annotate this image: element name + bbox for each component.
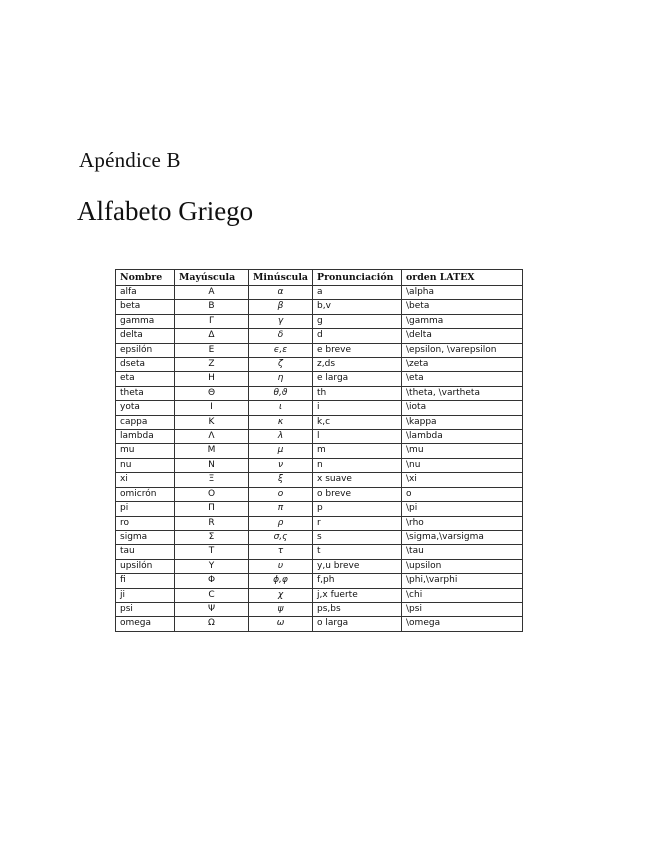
- cell-pronunciation: j,x fuerte: [313, 588, 402, 602]
- cell-name: sigma: [116, 530, 175, 544]
- cell-name: fi: [116, 574, 175, 588]
- cell-pronunciation: ps,bs: [313, 602, 402, 616]
- cell-latex-command: \psi: [402, 602, 523, 616]
- table-row: [116, 314, 523, 328]
- cell-name: theta: [116, 386, 175, 400]
- cell-uppercase: Ψ: [175, 602, 249, 616]
- cell-name: psi: [116, 602, 175, 616]
- cell-lowercase: σ,ς: [249, 530, 313, 544]
- cell-latex-command: \xi: [402, 473, 523, 487]
- cell-name: delta: [116, 329, 175, 343]
- cell-name: mu: [116, 444, 175, 458]
- cell-uppercase: Φ: [175, 574, 249, 588]
- cell-latex-command: \gamma: [402, 314, 523, 328]
- cell-lowercase: κ: [249, 415, 313, 429]
- cell-uppercase: Σ: [175, 530, 249, 544]
- cell-name: upsilón: [116, 559, 175, 573]
- cell-uppercase: O: [175, 487, 249, 501]
- cell-uppercase: K: [175, 415, 249, 429]
- table-row: [116, 530, 523, 544]
- cell-lowercase: γ: [249, 314, 313, 328]
- cell-pronunciation: b,v: [313, 300, 402, 314]
- cell-latex-command: \pi: [402, 502, 523, 516]
- cell-uppercase: A: [175, 286, 249, 300]
- cell-uppercase: Γ: [175, 314, 249, 328]
- table-row: [116, 559, 523, 573]
- table-row: [116, 415, 523, 429]
- cell-latex-command: \nu: [402, 458, 523, 472]
- cell-latex-command: \sigma,\varsigma: [402, 530, 523, 544]
- cell-latex-command: \mu: [402, 444, 523, 458]
- cell-name: omicrón: [116, 487, 175, 501]
- header-pronunciation: Pronunciación: [313, 270, 402, 286]
- cell-name: omega: [116, 617, 175, 631]
- cell-name: gamma: [116, 314, 175, 328]
- cell-uppercase: Π: [175, 502, 249, 516]
- header-latex-command: orden LATEX: [402, 270, 523, 286]
- cell-lowercase: μ: [249, 444, 313, 458]
- cell-uppercase: Υ: [175, 559, 249, 573]
- cell-name: eta: [116, 372, 175, 386]
- cell-latex-command: \tau: [402, 545, 523, 559]
- cell-uppercase: E: [175, 343, 249, 357]
- cell-pronunciation: e larga: [313, 372, 402, 386]
- cell-pronunciation: e breve: [313, 343, 402, 357]
- cell-name: cappa: [116, 415, 175, 429]
- cell-uppercase: B: [175, 300, 249, 314]
- cell-lowercase: ι: [249, 401, 313, 415]
- cell-latex-command: \phi,\varphi: [402, 574, 523, 588]
- cell-uppercase: I: [175, 401, 249, 415]
- cell-lowercase: ρ: [249, 516, 313, 530]
- cell-pronunciation: p: [313, 502, 402, 516]
- cell-name: pi: [116, 502, 175, 516]
- cell-name: ji: [116, 588, 175, 602]
- greek-alphabet-table: [115, 269, 523, 632]
- cell-latex-command: \rho: [402, 516, 523, 530]
- cell-latex-command: \omega: [402, 617, 523, 631]
- table-row: [116, 473, 523, 487]
- table-row: [116, 617, 523, 631]
- cell-uppercase: H: [175, 372, 249, 386]
- table-row: [116, 343, 523, 357]
- cell-uppercase: Δ: [175, 329, 249, 343]
- cell-pronunciation: l: [313, 430, 402, 444]
- cell-pronunciation: s: [313, 530, 402, 544]
- cell-lowercase: λ: [249, 430, 313, 444]
- cell-name: alfa: [116, 286, 175, 300]
- cell-uppercase: T: [175, 545, 249, 559]
- cell-lowercase: χ: [249, 588, 313, 602]
- chapter-title: Alfabeto Griego: [77, 196, 254, 226]
- cell-pronunciation: x suave: [313, 473, 402, 487]
- table-row: [116, 300, 523, 314]
- cell-name: nu: [116, 458, 175, 472]
- cell-lowercase: ω: [249, 617, 313, 631]
- cell-name: tau: [116, 545, 175, 559]
- cell-latex-command: \delta: [402, 329, 523, 343]
- cell-latex-command: o: [402, 487, 523, 501]
- cell-latex-command: \zeta: [402, 358, 523, 372]
- cell-latex-command: \epsilon, \varepsilon: [402, 343, 523, 357]
- table-row: [116, 574, 523, 588]
- table-row: [116, 372, 523, 386]
- cell-pronunciation: o larga: [313, 617, 402, 631]
- table-row: [116, 502, 523, 516]
- cell-pronunciation: y,u breve: [313, 559, 402, 573]
- table-row: [116, 430, 523, 444]
- cell-latex-command: \iota: [402, 401, 523, 415]
- cell-pronunciation: r: [313, 516, 402, 530]
- table-row: [116, 358, 523, 372]
- cell-pronunciation: n: [313, 458, 402, 472]
- cell-lowercase: ζ: [249, 358, 313, 372]
- cell-name: yota: [116, 401, 175, 415]
- cell-lowercase: ϕ,φ: [249, 574, 313, 588]
- cell-pronunciation: m: [313, 444, 402, 458]
- header-lower: Minúscula: [249, 270, 313, 286]
- cell-latex-command: \kappa: [402, 415, 523, 429]
- cell-pronunciation: k,c: [313, 415, 402, 429]
- cell-uppercase: Ξ: [175, 473, 249, 487]
- header-upper: Mayúscula: [175, 270, 249, 286]
- cell-latex-command: \chi: [402, 588, 523, 602]
- cell-lowercase: o: [249, 487, 313, 501]
- cell-name: ro: [116, 516, 175, 530]
- table-header-row: [116, 270, 523, 286]
- cell-latex-command: \beta: [402, 300, 523, 314]
- cell-pronunciation: o breve: [313, 487, 402, 501]
- table-row: [116, 401, 523, 415]
- cell-uppercase: Λ: [175, 430, 249, 444]
- table-row: [116, 545, 523, 559]
- cell-lowercase: ϵ,ε: [249, 343, 313, 357]
- cell-lowercase: η: [249, 372, 313, 386]
- cell-name: epsilón: [116, 343, 175, 357]
- cell-lowercase: ψ: [249, 602, 313, 616]
- cell-uppercase: Θ: [175, 386, 249, 400]
- cell-latex-command: \eta: [402, 372, 523, 386]
- cell-lowercase: ξ: [249, 473, 313, 487]
- cell-lowercase: π: [249, 502, 313, 516]
- cell-lowercase: α: [249, 286, 313, 300]
- cell-pronunciation: a: [313, 286, 402, 300]
- chapter-label: Apéndice B: [79, 148, 181, 172]
- cell-latex-command: \alpha: [402, 286, 523, 300]
- cell-lowercase: β: [249, 300, 313, 314]
- cell-lowercase: τ: [249, 545, 313, 559]
- table-row: [116, 286, 523, 300]
- cell-uppercase: C: [175, 588, 249, 602]
- cell-lowercase: δ: [249, 329, 313, 343]
- cell-uppercase: M: [175, 444, 249, 458]
- table-row: [116, 487, 523, 501]
- cell-pronunciation: z,ds: [313, 358, 402, 372]
- table-row: [116, 602, 523, 616]
- cell-name: beta: [116, 300, 175, 314]
- table-row: [116, 386, 523, 400]
- cell-lowercase: θ,ϑ: [249, 386, 313, 400]
- table-row: [116, 329, 523, 343]
- cell-uppercase: N: [175, 458, 249, 472]
- cell-name: dseta: [116, 358, 175, 372]
- cell-pronunciation: g: [313, 314, 402, 328]
- cell-pronunciation: f,ph: [313, 574, 402, 588]
- cell-latex-command: \upsilon: [402, 559, 523, 573]
- cell-name: lambda: [116, 430, 175, 444]
- table-row: [116, 516, 523, 530]
- cell-uppercase: Z: [175, 358, 249, 372]
- cell-pronunciation: t: [313, 545, 402, 559]
- table-row: [116, 588, 523, 602]
- cell-latex-command: \lambda: [402, 430, 523, 444]
- cell-lowercase: ν: [249, 458, 313, 472]
- cell-pronunciation: d: [313, 329, 402, 343]
- cell-lowercase: υ: [249, 559, 313, 573]
- header-name: Nombre: [116, 270, 175, 286]
- cell-uppercase: Ω: [175, 617, 249, 631]
- table-row: [116, 458, 523, 472]
- cell-pronunciation: th: [313, 386, 402, 400]
- table-row: [116, 444, 523, 458]
- cell-latex-command: \theta, \vartheta: [402, 386, 523, 400]
- cell-name: xi: [116, 473, 175, 487]
- cell-uppercase: R: [175, 516, 249, 530]
- cell-pronunciation: i: [313, 401, 402, 415]
